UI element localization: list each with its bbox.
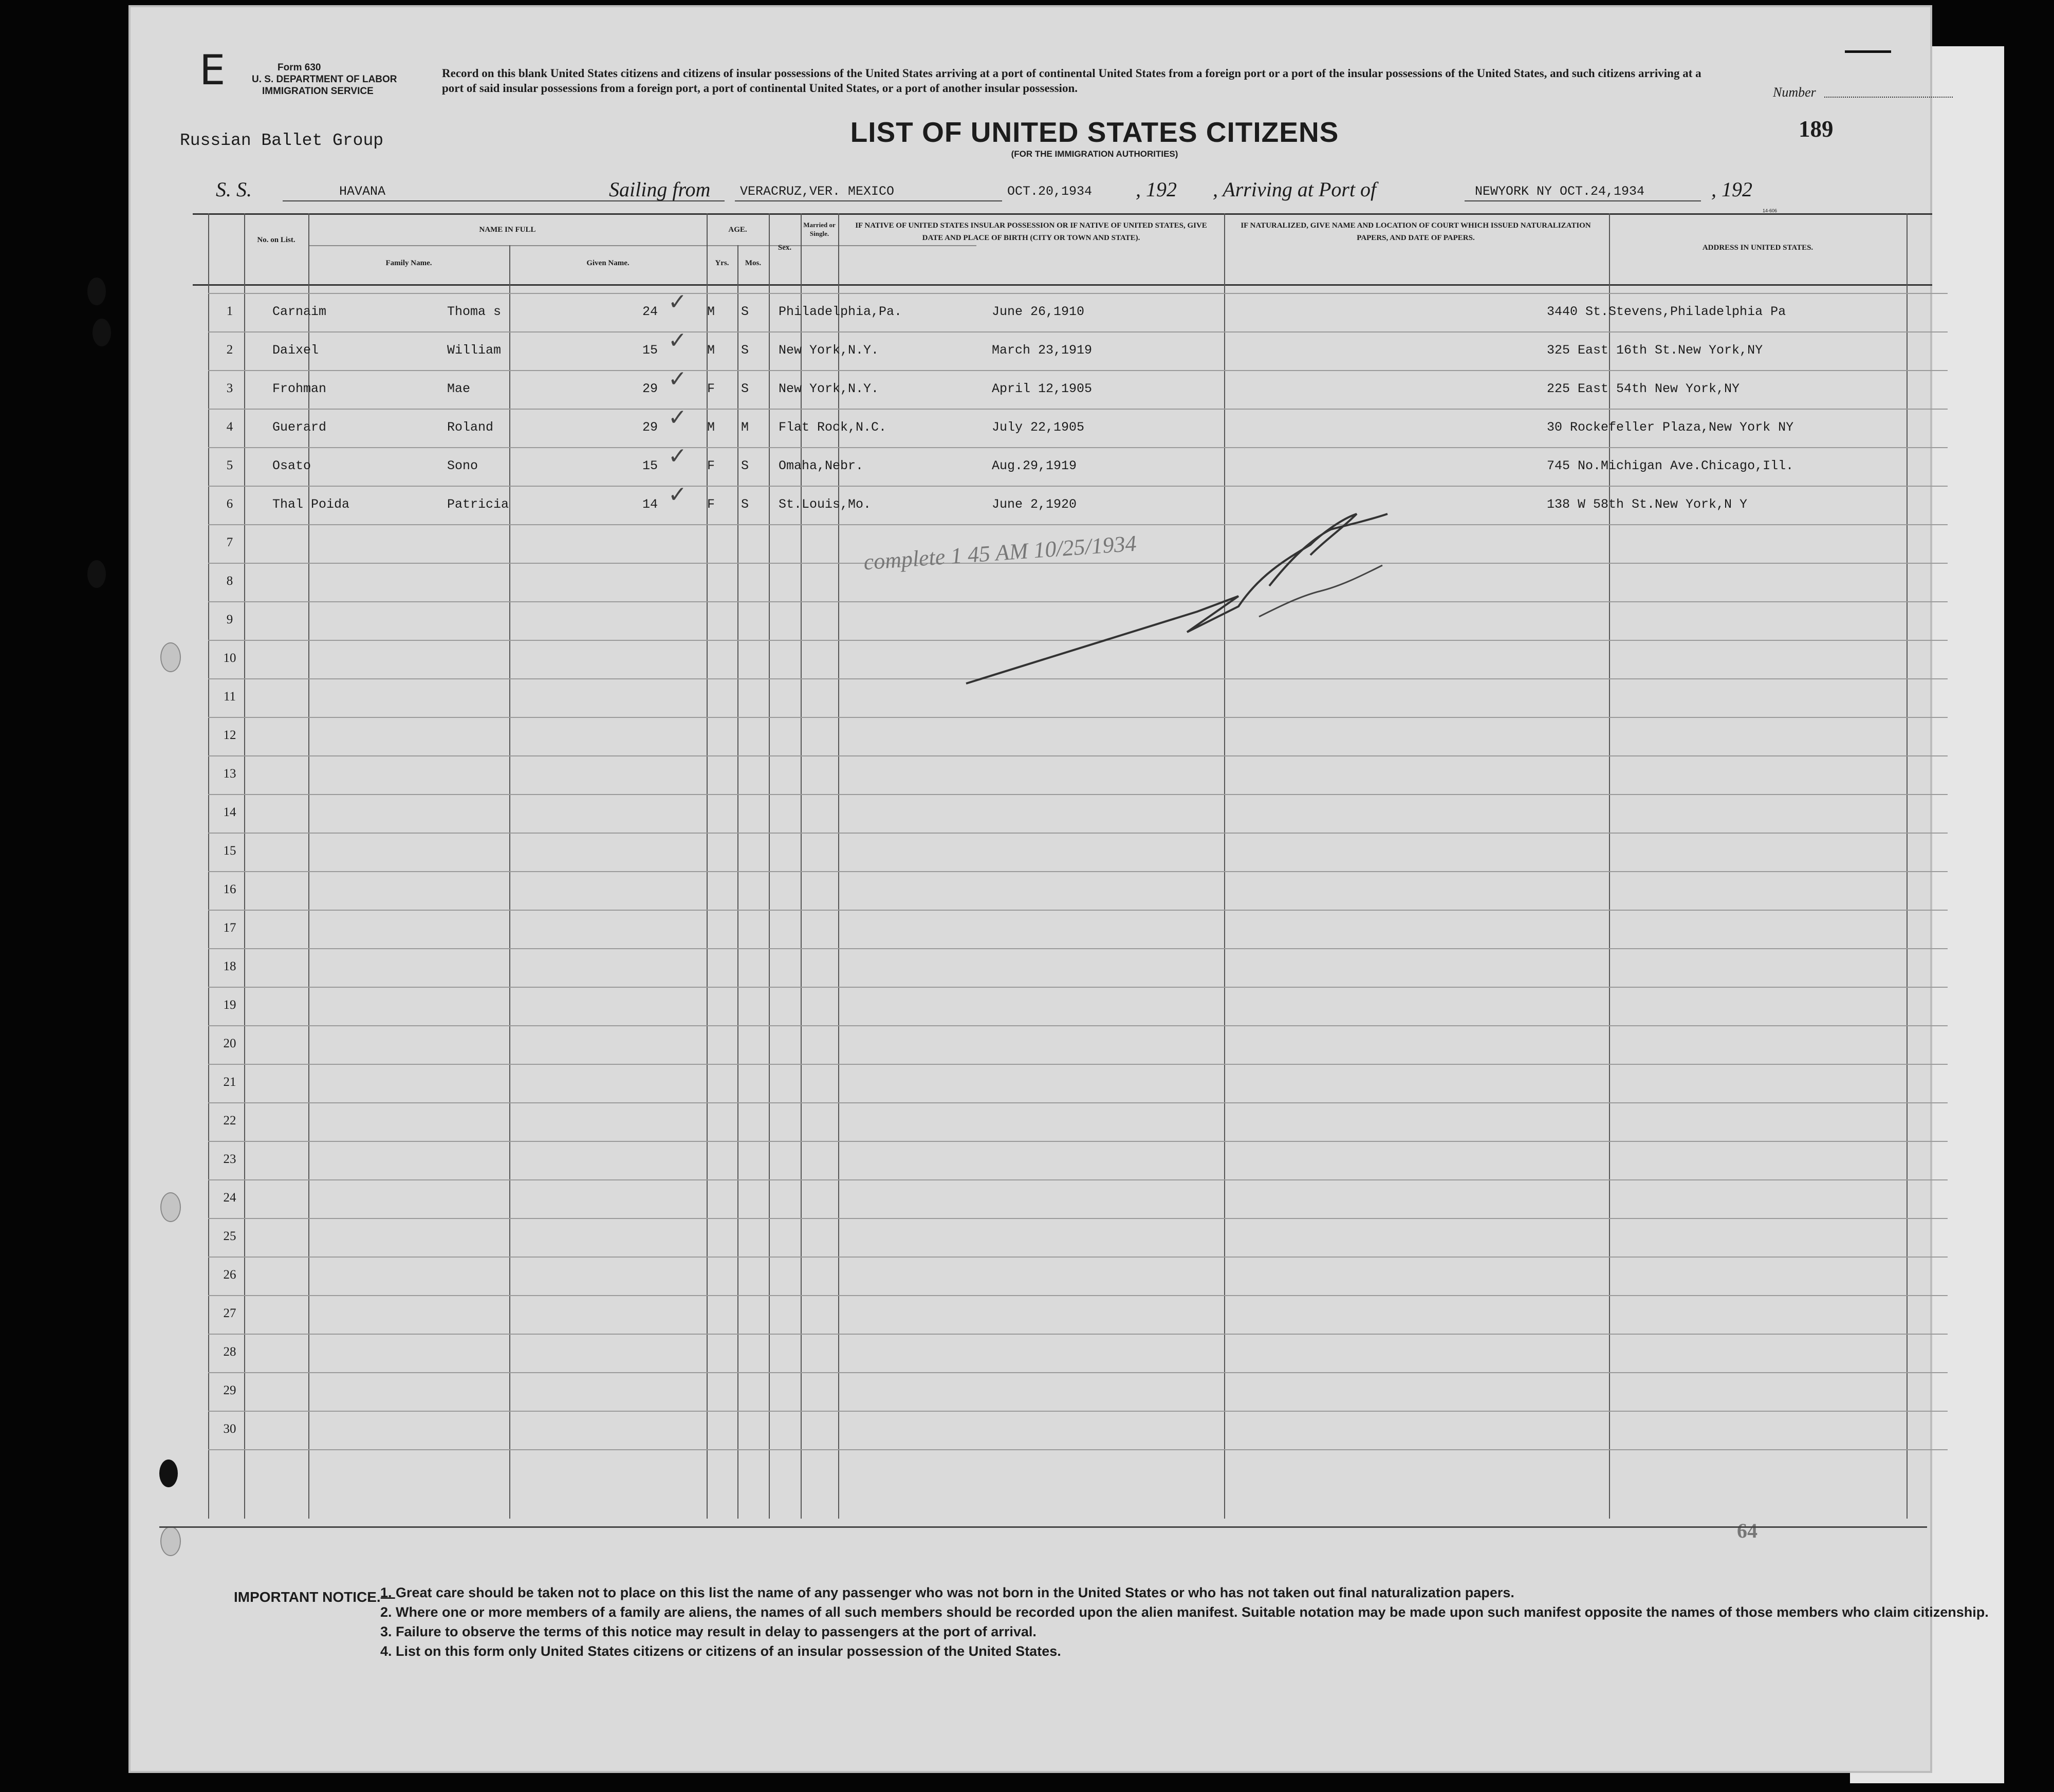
cell-yrs: 24 — [642, 304, 658, 319]
notice-item: 2. Where one or more members of a family are aliens, the names of all such members should be recorded upon the alien manifest. Suitable notation may be made upon such manifest opposite the names of those members who claim citizenship. — [380, 1604, 1989, 1620]
cell-date: March 23,1919 — [992, 343, 1093, 358]
row-number: 15 — [223, 844, 236, 858]
cell-family: Daixel — [272, 343, 319, 358]
cell-given: Roland — [447, 420, 494, 435]
row-number: 18 — [223, 959, 236, 973]
punch-hole — [160, 1192, 181, 1222]
sailing-underline — [735, 200, 1002, 201]
row-number: 10 — [223, 651, 236, 665]
header-yrs: Yrs. — [715, 259, 729, 267]
handwritten-completion-note: complete 1 45 AM 10/25/1934 — [862, 530, 1138, 575]
cell-yrs: 15 — [642, 458, 658, 473]
row-number: 23 — [223, 1152, 236, 1166]
row-number: 29 — [223, 1383, 236, 1397]
cell-family: Thal Poida — [272, 497, 350, 512]
cell-sex: M — [707, 304, 715, 319]
cell-place: Omaha,Nebr. — [779, 458, 864, 473]
tally-check-icon: ✓ — [668, 443, 687, 469]
row-rule — [208, 948, 1948, 949]
sailing-from-value: VERACRUZ,VER. MEXICO — [740, 184, 895, 199]
header-family-name: Family Name. — [385, 259, 432, 267]
passenger-table — [193, 213, 2004, 1524]
handwritten-mark: E — [199, 46, 226, 94]
cell-family: Frohman — [272, 381, 327, 396]
row-rule — [208, 370, 1948, 371]
row-number: 11 — [223, 690, 236, 704]
row-number: 17 — [223, 921, 236, 935]
row-rule — [208, 331, 1948, 332]
punch-hole — [160, 1526, 181, 1556]
table-bottom-rule — [159, 1526, 1927, 1528]
row-rule — [208, 1411, 1948, 1412]
row-rule — [208, 1141, 1948, 1142]
page-subtitle: (FOR THE IMMIGRATION AUTHORITIES) — [1011, 149, 1178, 159]
cell-family: Osato — [272, 458, 311, 473]
col-rule — [509, 245, 510, 1519]
cell-date: July 22,1905 — [992, 420, 1085, 435]
cell-date: June 2,1920 — [992, 497, 1077, 512]
row-number: 12 — [223, 728, 236, 742]
cell-given: William — [447, 343, 502, 358]
row-rule — [208, 833, 1948, 834]
form-instructions: Record on this blank United States citizens and citizens of insular possessions of the United States arriving at a port of continental United States from a foreign port or a port of the insular possessions of the United States, and such citizens arriving at a port of said insular possessions from a foreign port, a port of continental United States, or a port of another insular possession. — [442, 67, 1701, 95]
row-number: 16 — [223, 882, 236, 896]
bottom-page-mark: 64 — [1737, 1519, 1757, 1542]
row-rule — [208, 755, 1948, 756]
tally-check-icon: ✓ — [668, 404, 687, 431]
cell-ms: M — [741, 420, 749, 435]
header-name-in-full: NAME IN FULL — [479, 226, 536, 234]
tally-check-icon: ✓ — [668, 366, 687, 392]
row-number: 1 — [226, 304, 233, 318]
number-label: Number — [1773, 85, 1816, 100]
row-rule — [208, 1218, 1948, 1219]
row-number: 19 — [223, 998, 236, 1012]
year-suffix-1: , 192 — [1136, 178, 1177, 201]
cell-address: 3440 St.Stevens,Philadelphia Pa — [1547, 304, 1786, 319]
row-rule — [208, 717, 1948, 718]
inspector-signature — [951, 498, 1413, 694]
table-top-rule — [193, 213, 1932, 215]
row-number: 22 — [223, 1114, 236, 1128]
cell-family: Carnaim — [272, 304, 327, 319]
row-number: 2 — [226, 343, 233, 357]
cell-ms: S — [741, 458, 749, 473]
printer-mark: 14-606 — [1763, 208, 1778, 213]
cell-given: Sono — [447, 458, 478, 473]
row-rule — [208, 1102, 1948, 1103]
header-age: AGE. — [728, 226, 747, 234]
cell-ms: S — [741, 497, 749, 512]
page-number: 189 — [1799, 116, 1834, 142]
cell-given: Patricia — [447, 497, 509, 512]
arriving-underline — [1465, 200, 1701, 201]
row-rule — [208, 1179, 1948, 1180]
header-married-single: Married or Single. — [803, 221, 836, 237]
row-number: 5 — [226, 458, 233, 472]
row-rule — [208, 1064, 1948, 1065]
cell-sex: M — [707, 343, 715, 358]
cell-date: April 12,1905 — [992, 381, 1093, 396]
row-number: 26 — [223, 1268, 236, 1282]
cell-sex: F — [707, 497, 715, 512]
form-identifier: Form 630 U. S. DEPARTMENT OF LABOR IMMIGRATION SERVICE — [252, 62, 397, 97]
cell-address: 138 W 58th St.New York,N Y — [1547, 497, 1748, 512]
row-number: 30 — [223, 1422, 236, 1436]
cell-yrs: 15 — [642, 343, 658, 358]
cell-place: New York,N.Y. — [779, 381, 879, 396]
row-rule — [208, 987, 1948, 988]
cell-place: New York,N.Y. — [779, 343, 879, 358]
cell-address: 30 Rockefeller Plaza,New York NY — [1547, 420, 1794, 435]
manifest-page — [128, 5, 1989, 1773]
punch-hole — [87, 278, 106, 305]
cell-sex: F — [707, 458, 715, 473]
cell-address: 225 East 54th New York,NY — [1547, 381, 1740, 396]
tally-check-icon: ✓ — [668, 327, 687, 354]
row-number: 24 — [223, 1191, 236, 1205]
row-number: 9 — [226, 613, 233, 626]
dash-mark — [1845, 50, 1891, 53]
cell-address: 745 No.Michigan Ave.Chicago,Ill. — [1547, 458, 1794, 473]
cell-given: Mae — [447, 381, 471, 396]
row-number: 21 — [223, 1075, 236, 1089]
row-rule — [208, 447, 1948, 448]
row-rule — [208, 1025, 1948, 1026]
cell-date: June 26,1910 — [992, 304, 1085, 319]
tally-check-icon: ✓ — [668, 482, 687, 508]
row-rule — [208, 293, 1948, 294]
sailing-date: OCT.20,1934 — [1007, 184, 1093, 199]
punch-hole — [92, 319, 111, 346]
row-rule — [208, 910, 1948, 911]
row-number: 28 — [223, 1345, 236, 1359]
cell-sex: M — [707, 420, 715, 435]
row-rule — [208, 1449, 1948, 1450]
punch-hole — [87, 560, 106, 588]
row-rule — [208, 794, 1948, 795]
row-number: 8 — [226, 574, 233, 588]
row-number: 20 — [223, 1037, 236, 1050]
number-line — [1824, 97, 1953, 98]
cell-place: St.Louis,Mo. — [779, 497, 872, 512]
tally-check-icon: ✓ — [668, 289, 687, 315]
header-sex: Sex. — [778, 244, 792, 252]
cell-place: Flat Rock,N.C. — [779, 420, 887, 435]
col-rule — [737, 245, 738, 1519]
header-sub-rule — [308, 245, 976, 246]
group-label: Russian Ballet Group — [180, 131, 384, 150]
ss-label: S. S. — [216, 178, 252, 201]
cell-ms: S — [741, 304, 749, 319]
row-rule — [208, 486, 1948, 487]
notice-item: 1. Great care should be taken not to place on this list the name of any passenger who was not born in the United States or who has not taken out final naturalization papers. — [380, 1585, 1514, 1600]
cell-sex: F — [707, 381, 715, 396]
arriving-port: NEWYORK NY OCT.24,1934 — [1475, 184, 1645, 199]
row-number: 13 — [223, 767, 236, 781]
cell-address: 325 East 16th St.New York,NY — [1547, 343, 1763, 358]
row-rule — [208, 1257, 1948, 1258]
cell-place: Philadelphia,Pa. — [779, 304, 902, 319]
row-number: 4 — [226, 420, 233, 434]
row-rule — [208, 871, 1948, 872]
row-rule — [208, 1295, 1948, 1296]
header-no: No. on List. — [257, 236, 295, 244]
cell-date: Aug.29,1919 — [992, 458, 1077, 473]
header-naturalized: IF NATURALIZED, GIVE NAME AND LOCATION OF COURT WHICH ISSUED NATURALIZATION PAPERS, AND DATE OF PAPERS. — [1241, 221, 1591, 242]
row-rule — [208, 409, 1948, 410]
cell-ms: S — [741, 381, 749, 396]
notice-heading: IMPORTANT NOTICE.— — [234, 1589, 395, 1605]
row-number: 25 — [223, 1229, 236, 1243]
row-number: 7 — [226, 535, 233, 549]
ship-name: HAVANA — [339, 184, 386, 199]
cell-given: Thoma s — [447, 304, 502, 319]
row-number: 6 — [226, 497, 233, 511]
cell-yrs: 29 — [642, 381, 658, 396]
row-rule — [208, 1372, 1948, 1373]
cell-family: Guerard — [272, 420, 327, 435]
header-birth: IF NATIVE OF UNITED STATES INSULAR POSSESSION OR IF NATIVE OF UNITED STATES, GIVE DATE AND PLACE OF BIRTH (CITY OR TOWN AND STATE). — [855, 221, 1207, 242]
row-number: 14 — [223, 805, 236, 819]
important-notice — [293, 1583, 1999, 1661]
header-bottom-rule — [193, 284, 1932, 286]
notice-item: 4. List on this form only United States citizens or citizens of an insular possession of the United States. — [380, 1643, 1061, 1659]
row-number: 27 — [223, 1306, 236, 1320]
page-title: LIST OF UNITED STATES CITIZENS — [850, 116, 1339, 148]
cell-yrs: 29 — [642, 420, 658, 435]
cell-yrs: 14 — [642, 497, 658, 512]
arriving-label: , Arriving at Port of — [1213, 178, 1377, 201]
punch-hole — [159, 1460, 178, 1487]
punch-hole — [160, 642, 181, 672]
header-address: ADDRESS IN UNITED STATES. — [1702, 244, 1814, 252]
cell-ms: S — [741, 343, 749, 358]
notice-item: 3. Failure to observe the terms of this notice may result in delay to passengers at the port of arrival. — [380, 1624, 1037, 1639]
year-suffix-2: , 192 — [1711, 178, 1752, 201]
row-rule — [208, 1334, 1948, 1335]
header-given-name: Given Name. — [586, 259, 630, 267]
header-mos: Mos. — [745, 259, 762, 267]
row-number: 3 — [226, 381, 233, 395]
sailing-from-label: Sailing from — [609, 178, 711, 201]
